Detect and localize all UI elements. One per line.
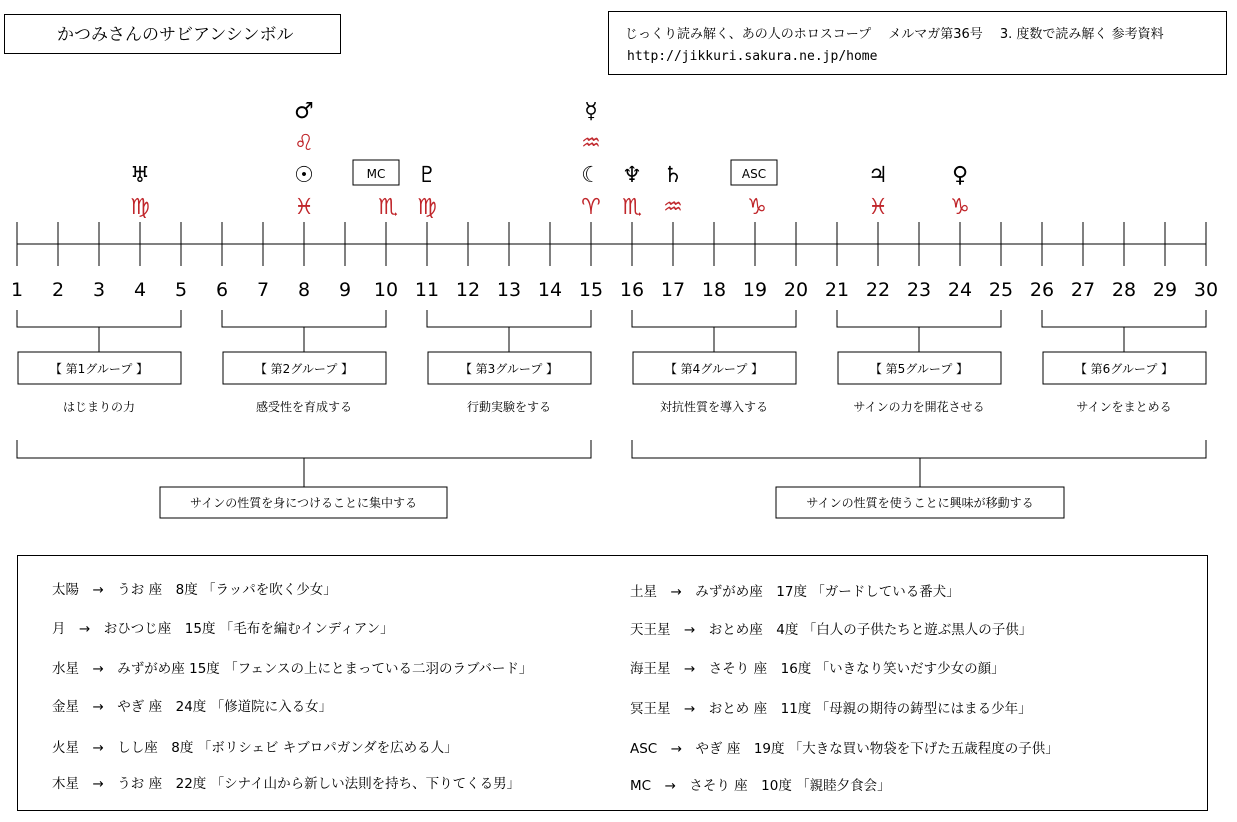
tick-label: 28 — [1111, 279, 1137, 301]
mars-icon: ♂ — [294, 99, 314, 124]
mc-sign-icon: ♏ — [378, 195, 398, 220]
tick-label: 1 — [10, 279, 24, 301]
tick-label: 9 — [338, 279, 352, 301]
group-bracket — [1042, 310, 1206, 327]
tick-label: 4 — [133, 279, 147, 301]
group-description: 対抗性質を導入する — [659, 400, 769, 414]
tick-label: 2 — [51, 279, 65, 301]
moon-sign-icon: ♈ — [581, 195, 601, 220]
tick-label: 30 — [1193, 279, 1219, 301]
sabian-entry: 水星 → みずがめ座 15度 「フェンスの上にとまっている二羽のラブバード」 — [52, 661, 533, 677]
info-line-newsletter: じっくり読み解く、あの人のホロスコープ メルマガ第36号 3. 度数で読み解く 参考資料 — [625, 27, 1164, 42]
tick-label: 13 — [496, 279, 522, 301]
tick-label: 26 — [1029, 279, 1055, 301]
sabian-entry: 太陽 → うお 座 8度 「ラッパを吹く少女」 — [52, 582, 337, 598]
tick-label: 7 — [256, 279, 270, 301]
sabian-entry: 金星 → やぎ 座 24度 「修道院に入る女」 — [52, 699, 333, 715]
tick-label: 11 — [414, 279, 440, 301]
sabian-entry: 木星 → うお 座 22度 「シナイ山から新しい法則を持ち、下りてくる男」 — [52, 776, 521, 792]
sabian-entry: MC → さそり 座 10度 「親睦夕食会」 — [630, 778, 891, 794]
tick-label: 20 — [783, 279, 809, 301]
group-label: 【 第1グループ 】 — [49, 362, 149, 376]
group-description: 感受性を育成する — [255, 400, 353, 414]
sabian-entry: 海王星 → さそり 座 16度 「いきなり笑いだす少女の顔」 — [630, 661, 1005, 677]
uranus-sign-icon: ♍ — [130, 195, 150, 220]
sabian-list — [17, 555, 1208, 811]
tick-label: 22 — [865, 279, 891, 301]
venus-sign-icon: ♑ — [950, 195, 970, 220]
tick-label: 16 — [619, 279, 645, 301]
sabian-entry: 火星 → しし座 8度 「ボリシェビ キブロパガンダを広める人」 — [52, 740, 458, 756]
pluto-sign-icon: ♍ — [417, 195, 437, 220]
supergroup-label: サインの性質を使うことに興味が移動する — [806, 496, 1034, 510]
jupiter-icon: ♃ — [868, 163, 888, 188]
group-description: はじまりの力 — [62, 400, 136, 414]
uranus-icon: ♅ — [130, 163, 150, 188]
neptune-sign-icon: ♏ — [622, 195, 642, 220]
sabian-entry: 冥王星 → おとめ 座 11度 「母親の期待の鋳型にはまる少年」 — [630, 701, 1032, 717]
group-bracket — [837, 310, 1001, 327]
venus-icon: ♀ — [951, 163, 969, 188]
jupiter-sign-icon: ♓ — [868, 195, 888, 220]
sun-sign-icon: ♓ — [294, 195, 314, 220]
tick-label: 19 — [742, 279, 768, 301]
asc-sign-icon: ♑ — [747, 195, 767, 220]
tick-label: 6 — [215, 279, 229, 301]
tick-label: 14 — [537, 279, 563, 301]
mc-label: MC — [366, 167, 386, 181]
sabian-entry: 土星 → みずがめ座 17度 「ガードしている番犬」 — [630, 584, 960, 600]
pluto-icon: ♇ — [417, 163, 437, 188]
tick-label: 23 — [906, 279, 932, 301]
tick-label: 21 — [824, 279, 850, 301]
sabian-entry: 月 → おひつじ座 15度 「毛布を編むインディアン」 — [52, 621, 394, 637]
tick-label: 3 — [92, 279, 106, 301]
group-label: 【 第4グループ 】 — [664, 362, 764, 376]
tick-label: 5 — [174, 279, 188, 301]
group-label: 【 第3グループ 】 — [459, 362, 559, 376]
mars-sign-icon: ♌ — [294, 131, 314, 156]
tick-label: 29 — [1152, 279, 1178, 301]
sabian-entry: 天王星 → おとめ座 4度 「白人の子供たちと遊ぶ黒人の子供」 — [630, 622, 1033, 638]
group-description: サインの力を開花させる — [853, 400, 985, 414]
group-label: 【 第6グループ 】 — [1074, 362, 1174, 376]
tick-label: 18 — [701, 279, 727, 301]
supergroup-bracket — [17, 440, 591, 458]
asc-label: ASC — [741, 167, 767, 181]
tick-label: 10 — [373, 279, 399, 301]
saturn-icon: ♄ — [663, 163, 683, 188]
page-title: かつみさんのサビアンシンボル — [4, 14, 341, 54]
sun-icon: ☉ — [294, 163, 314, 188]
supergroup-bracket — [632, 440, 1206, 458]
tick-label: 12 — [455, 279, 481, 301]
mercury-sign-icon: ♒ — [581, 131, 601, 156]
supergroup-label: サインの性質を身につけることに集中する — [190, 496, 417, 510]
group-label: 【 第5グループ 】 — [869, 362, 969, 376]
tick-label: 25 — [988, 279, 1014, 301]
moon-icon: ☾ — [581, 163, 601, 188]
mercury-icon: ☿ — [584, 99, 598, 124]
info-line-url[interactable]: http://jikkuri.sakura.ne.jp/home — [627, 49, 878, 64]
tick-label: 17 — [660, 279, 686, 301]
group-bracket — [427, 310, 591, 327]
group-bracket — [222, 310, 386, 327]
tick-label: 8 — [297, 279, 311, 301]
tick-label: 27 — [1070, 279, 1096, 301]
tick-label: 15 — [578, 279, 604, 301]
saturn-sign-icon: ♒ — [663, 195, 683, 220]
tick-label: 24 — [947, 279, 973, 301]
group-label: 【 第2グループ 】 — [254, 362, 354, 376]
sabian-entry: ASC → やぎ 座 19度 「大きな買い物袋を下げた五歳程度の子供」 — [630, 741, 1059, 757]
group-description: サインをまとめる — [1076, 400, 1172, 414]
group-bracket — [632, 310, 796, 327]
group-bracket — [17, 310, 181, 327]
group-description: 行動実験をする — [466, 400, 552, 414]
neptune-icon: ♆ — [622, 163, 642, 188]
